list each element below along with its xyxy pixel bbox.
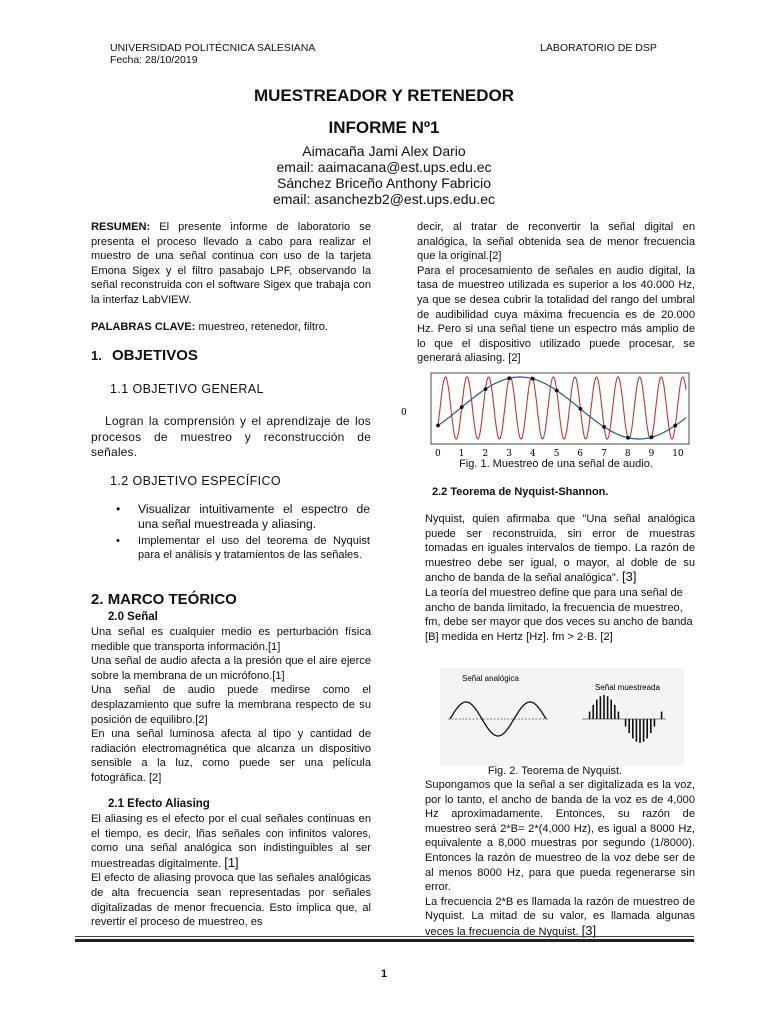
- objective-bullet: • Visualizar intuitivamente el espectro de una señal muestreada y aliasing.: [116, 502, 370, 532]
- figure-2-nyquist-illustration: [440, 668, 684, 766]
- paragraph: [425, 895, 695, 940]
- subsection-2-2-heading: 2.2 Teorema de Nyquist-Shannon.: [432, 486, 609, 498]
- footer-rule-thick: [75, 939, 694, 942]
- objective-specific-heading: 1.2 OBJETIVO ESPECÍFICO: [110, 474, 282, 488]
- paragraph: La teoría del muestreo define que para una señal de ancho de banda limitado, la frecuencia de muestreo, fm, debe ser mayor que dos veces su ancho de banda [B] medida en Hertz [Hz]. fm > 2·B. [2]: [425, 586, 693, 643]
- figure-1-caption: Fig. 1. Muestreo de una señal de audio.: [459, 458, 653, 470]
- author-1-email: email: aaimacana@est.ups.edu.ec: [276, 159, 492, 175]
- section-2-title: MARCO TEÓRICO: [107, 591, 237, 608]
- x-tick-label: 6: [577, 449, 584, 459]
- keywords-text: muestreo, retenedor, filtro.: [198, 321, 328, 333]
- x-tick-label: 8: [624, 449, 631, 459]
- paragraph: Una señal es cualquier medio es perturbación física medible que transporta información.[1]: [91, 626, 371, 653]
- section-2-1-body: [91, 812, 371, 930]
- citation: [1]: [224, 854, 239, 870]
- section-1-title: OBJETIVOS: [112, 347, 198, 364]
- author-1: Aimacaña Jami Alex Dario: [302, 143, 466, 159]
- nyquist-quote: Nyquist, quien afirmaba que "Una señal analógica puede ser reconstruida, sin error de muestras tomadas en iguales intervalos de tiempo. La razón de muestreo debe ser igual, o mayor, al doble de su ancho de banda de la señal analógica".: [425, 513, 695, 585]
- sample-point: [460, 405, 464, 409]
- abstract-label: RESUMEN:: [91, 221, 151, 233]
- keywords-label: PALABRAS CLAVE:: [91, 321, 196, 333]
- paragraph: El efecto de aliasing provoca que las señales analógicas de alta frecuencia sean representadas por señales digitalizadas de menor frecuencia. Esto implica que, al revertir el proceso de muestreo, es: [91, 872, 371, 929]
- author-2-email: email: asanchezb2@est.ups.edu.ec: [272, 191, 495, 207]
- report-date: Fecha: 28/10/2019: [110, 54, 198, 66]
- sample-point: [484, 387, 488, 391]
- paragraph: decir, al tratar de reconvertir la señal digital en analógica, la señal obtenida sea de menor frecuencia que la original.[2]: [417, 221, 695, 263]
- x-tick-label: 0: [435, 449, 441, 459]
- section-2-heading: [91, 591, 237, 608]
- section-1-number: 1.: [91, 348, 102, 363]
- nyquist-rate-text: La frecuencia 2*B es llamada la razón de muestreo de Nyquist. La mitad de su valor, es llamada algunas veces la frecuencia de Nyquist.: [425, 895, 695, 938]
- sample-point: [507, 376, 511, 380]
- x-tick-label: 9: [648, 449, 655, 459]
- paragraph: [425, 512, 695, 586]
- paper-title: MUESTREADOR Y RETENEDOR: [253, 86, 515, 105]
- sampled-signal-label: Señal muestreada: [595, 683, 660, 692]
- x-tick-label: 2: [482, 449, 489, 459]
- citation: [3]: [581, 922, 597, 938]
- objective-general-text: Logran la comprensión y el aprendizaje de los procesos de muestreo y reconstrucción de señales.: [91, 414, 371, 459]
- paragraph: Una señal de audio puede medirse como el desplazamiento que sufre la membrana respecto de su posición de equilibro.[2]: [91, 684, 371, 726]
- paragraph: [91, 812, 371, 871]
- subsection-2-0-heading: 2.0 Señal: [108, 611, 158, 623]
- section-1-heading: [91, 347, 198, 364]
- figure-1-y-label: 0: [401, 408, 407, 418]
- paper-subtitle: INFORME Nº1: [328, 118, 440, 137]
- objective-general-heading: 1.1 OBJETIVO GENERAL: [110, 382, 264, 396]
- figure-2-caption: Fig. 2. Teorema de Nyquist.: [487, 765, 623, 777]
- paragraph: Una señal de audio afecta a la presión que el aire ejerce sobre la membrana de un micrófono.[1]: [91, 655, 371, 682]
- right-column-bottom: [425, 778, 695, 940]
- keywords: [91, 320, 371, 335]
- author-2: Sánchez Briceño Anthony Fabricio: [276, 175, 491, 191]
- sample-point: [673, 424, 677, 428]
- sample-point: [650, 435, 654, 439]
- analog-signal-label: Señal analógica: [462, 674, 519, 683]
- section-2-0-body: [91, 625, 371, 786]
- sample-point: [579, 407, 583, 411]
- sample-point: [555, 389, 559, 393]
- paragraph: En una señal luminosa afecta al tipo y cantidad de radiación electromagnética que alcanza un dispositivo sensible a la luz, como puede ser una película fotográfica. [2]: [91, 728, 371, 784]
- university-name: UNIVERSIDAD POLITÉCNICA SALESIANA: [110, 42, 316, 54]
- paragraph: Supongamos que la señal a ser digitalizada es la voz, por lo tanto, el ancho de banda de la voz es de 4,000 Hz aproximadamente. Entonces, su razón de muestreo será 2*B= 2*(4,000 Hz), es igual a 8000 Hz, equivalente a 8,000 muestras por segundo (1/8000). Entonces la razón de muestreo de la voz debe ser de al menos 8000 Hz, para que pueda regenerarse sin error.: [425, 779, 695, 894]
- figure-1-sampling-chart: [398, 370, 694, 460]
- sample-point: [531, 377, 535, 381]
- page-number: 1: [380, 968, 388, 980]
- x-tick-label: 10: [672, 449, 684, 459]
- paragraph: Para el procesamiento de señales en audio digital, la tasa de muestreo utilizada es superior a los 40.000 Hz, ya que se desea cubrir la totalidad del rango del umbral de audibilidad cuya máxima frecuencia es de 20.000 Hz. Pero si una señal tiene un espectro más amplio de lo que el dispositivo utilizado puede procesar, se generará aliasing. [2]: [417, 264, 695, 365]
- citation: [3]: [622, 569, 637, 585]
- objectives-list: [116, 502, 370, 562]
- footer-rule-thin: [75, 936, 694, 937]
- sample-point: [626, 436, 630, 440]
- x-tick-label: 4: [529, 449, 536, 459]
- aliasing-definition: El aliasing es el efecto por el cual señales continuas en el tiempo, es decir, lñas señales con infinitos valores, como una señal analógica son indistinguibles al ser muestreadas digitalmente.: [91, 813, 371, 870]
- abstract-text: El presente informe de laboratorio se presenta el proceso llevado a cabo para realizar el muestro de una señal continua con uso de la tarjeta Emona Sigex y el filtro pasabajo LPF, observando la señal reconstruida con el software Sigex que trabaja con la interfaz LabVIEW.: [91, 221, 371, 306]
- objective-bullet: • Implementar el uso del teorema de Nyquist para el análisis y tratamientos de las señales.: [116, 534, 370, 562]
- x-tick-label: 3: [506, 449, 512, 459]
- sample-point: [436, 424, 440, 428]
- right-column-top: [417, 220, 695, 366]
- lab-name: LABORATORIO DE DSP: [540, 42, 657, 54]
- section-2-number: 2.: [91, 591, 104, 608]
- subsection-2-1-heading: 2.1 Efecto Aliasing: [108, 798, 210, 810]
- x-tick-label: 7: [601, 449, 607, 459]
- x-tick-label: 5: [553, 449, 560, 459]
- nyquist-body: [425, 512, 695, 644]
- x-tick-label: 1: [458, 449, 465, 459]
- abstract: [91, 220, 371, 308]
- sample-point: [602, 425, 606, 429]
